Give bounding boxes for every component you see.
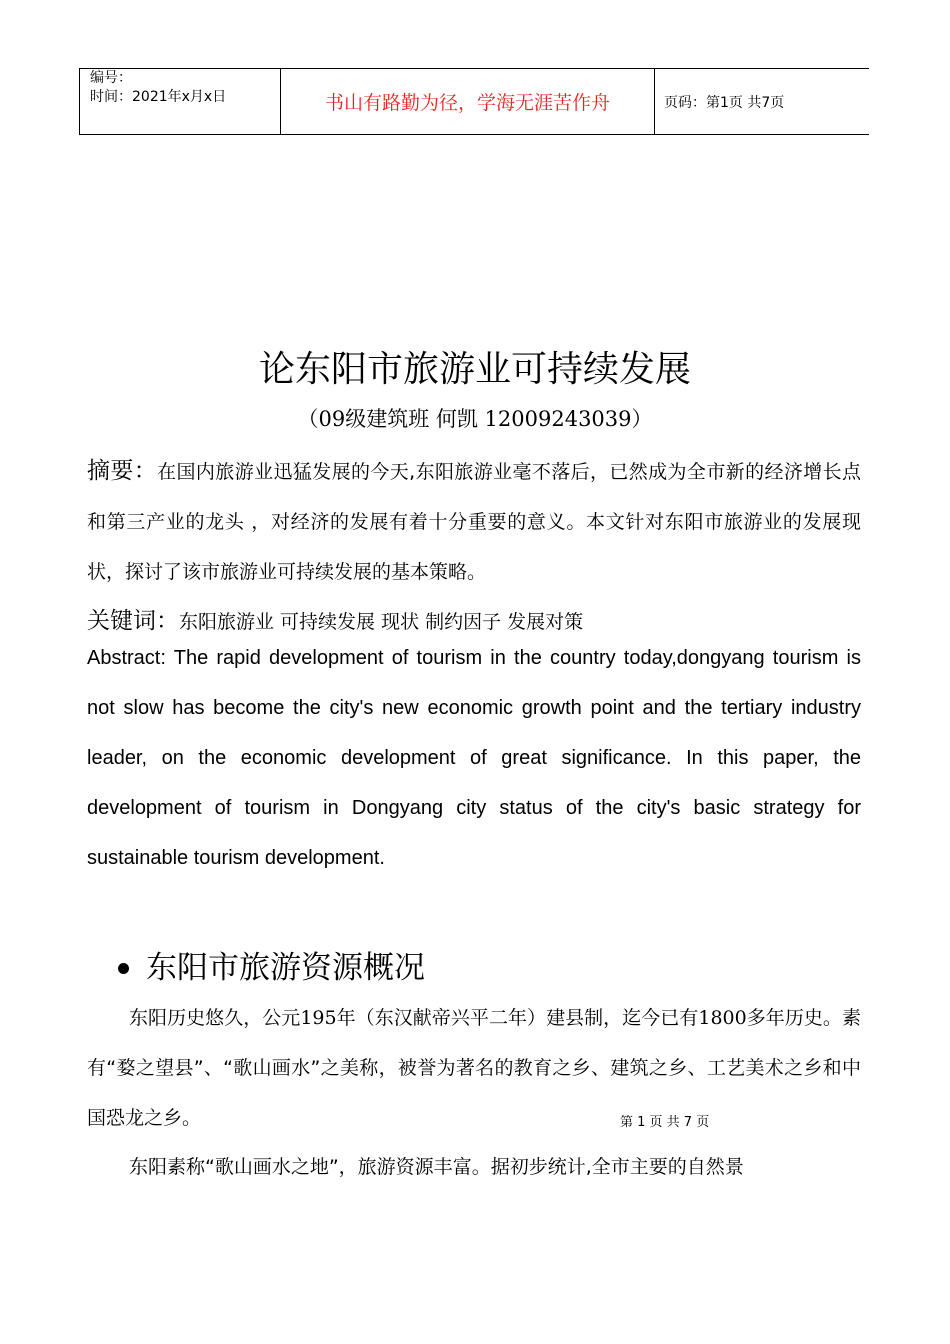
para1-part-b: 年（东汉献帝兴平二年）建县制，迄今已有	[336, 1007, 699, 1029]
para1-part-c: 多年历史。素有“婺之望县”、“歌山画水”之美称，被誉为著名的教育之乡、建筑之乡、工艺美术之乡和中国恐龙之乡。	[87, 1007, 861, 1129]
header-page-info: 页码：第1页 共7页	[664, 94, 785, 111]
section-paragraph-1	[87, 993, 861, 1143]
keywords-label: 关键词：	[87, 608, 179, 634]
abstract-label: 摘要：	[87, 458, 158, 484]
header-table	[79, 68, 869, 135]
header-meta-cell	[80, 69, 281, 134]
abstract-en: Abstract: The rapid development of tourism in the country today,dongyang tourism is not slow has become the city's new economic growth point and the tertiary industry leader, on the economic development of great significance. In this paper, the development of tourism in Dongyang city status of the city's basic strategy for sustainable tourism development.	[87, 647, 861, 869]
bullet-icon	[118, 963, 129, 974]
number-label: 编号：	[90, 70, 132, 86]
section-heading-text: 东阳市旅游资源概况	[146, 950, 425, 986]
section-paragraph-2: 东阳素称“歌山画水之地”，旅游资源丰富。据初步统计,全市主要的自然景	[129, 1156, 744, 1178]
page-footer: 第 1 页 共 7 页	[620, 1115, 710, 1130]
keywords-text: 东阳旅游业 可持续发展 现状 制约因子 发展对策	[179, 611, 584, 633]
abstract-cn	[87, 446, 861, 597]
para1-year: 195	[300, 1007, 337, 1029]
abstract-text: 在国内旅游业迅猛发展的今天,东阳旅游业毫不落后，已然成为全市新的经济增长点和第三产业的龙头 ，对经济的发展有着十分重要的意义。本文针对东阳市旅游业的发展现状，探讨了该市旅游业可持续发展的基本策略。	[87, 461, 862, 583]
para1-count: 1800	[698, 1007, 747, 1029]
header-motto: 书山有路勤为径，学海无涯苦作舟	[281, 69, 655, 134]
time-label: 时间：2021年x月x日	[90, 89, 227, 105]
section-heading	[118, 940, 425, 996]
document-title: 论东阳市旅游业可持续发展	[258, 349, 691, 390]
document-subtitle: （09级建筑班 何凯 12009243039）	[297, 407, 653, 431]
para1-part-a: 东阳历史悠久，公元	[129, 1007, 301, 1029]
